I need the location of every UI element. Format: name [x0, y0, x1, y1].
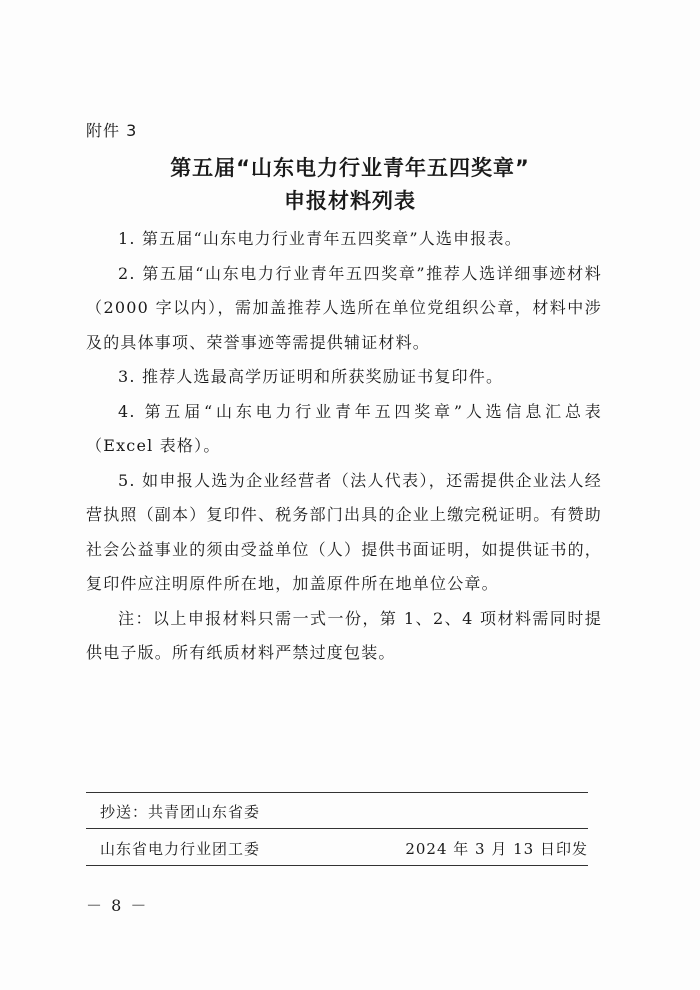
note-paragraph: 注：以上申报材料只需一式一份，第 1、2、4 项材料需同时提供电子版。所有纸质材料严禁过度包装。	[86, 608, 602, 662]
print-date: 2024 年 3 月 13 日印发	[405, 840, 588, 858]
document-title-line2: 申报材料列表	[284, 189, 416, 213]
list-item-3: 3. 推荐人选最高学历证明和所获奖励证书复印件。	[118, 367, 504, 386]
footer-middle-rule	[86, 828, 588, 829]
attachment-label: 附件 3	[86, 121, 138, 140]
footer-top-rule	[86, 792, 588, 793]
issuer-name: 山东省电力行业团工委	[100, 840, 261, 858]
cc-line: 抄送：共青团山东省委	[100, 803, 261, 821]
list-item-2: 2. 第五届“山东电力行业青年五四奖章”推荐人选详细事迹材料（2000 字以内），需加盖推荐人选所在单位党组织公章，材料中涉及的具体事项、荣誉事迹等需提供辅证材料。	[86, 263, 602, 352]
document-title-line1: 第五届“山东电力行业青年五四奖章”	[170, 156, 530, 180]
page-number: － 8 －	[86, 896, 149, 915]
list-item-1: 1. 第五届“山东电力行业青年五四奖章”人选申报表。	[118, 229, 522, 248]
footer-bottom-rule	[86, 865, 588, 866]
document-body	[86, 222, 602, 671]
list-item-4: 4. 第五届“山东电力行业青年五四奖章”人选信息汇总表（Excel 表格）。	[86, 401, 602, 455]
list-item-5: 5. 如申报人选为企业经营者（法人代表），还需提供企业法人经营执照（副本）复印件、税务部门出具的企业上缴完税证明。有赞助社会公益事业的须由受益单位（人）提供书面证明，如提供证书的，复印件应注明原件所在地，加盖原件所在地单位公章。	[86, 470, 603, 593]
